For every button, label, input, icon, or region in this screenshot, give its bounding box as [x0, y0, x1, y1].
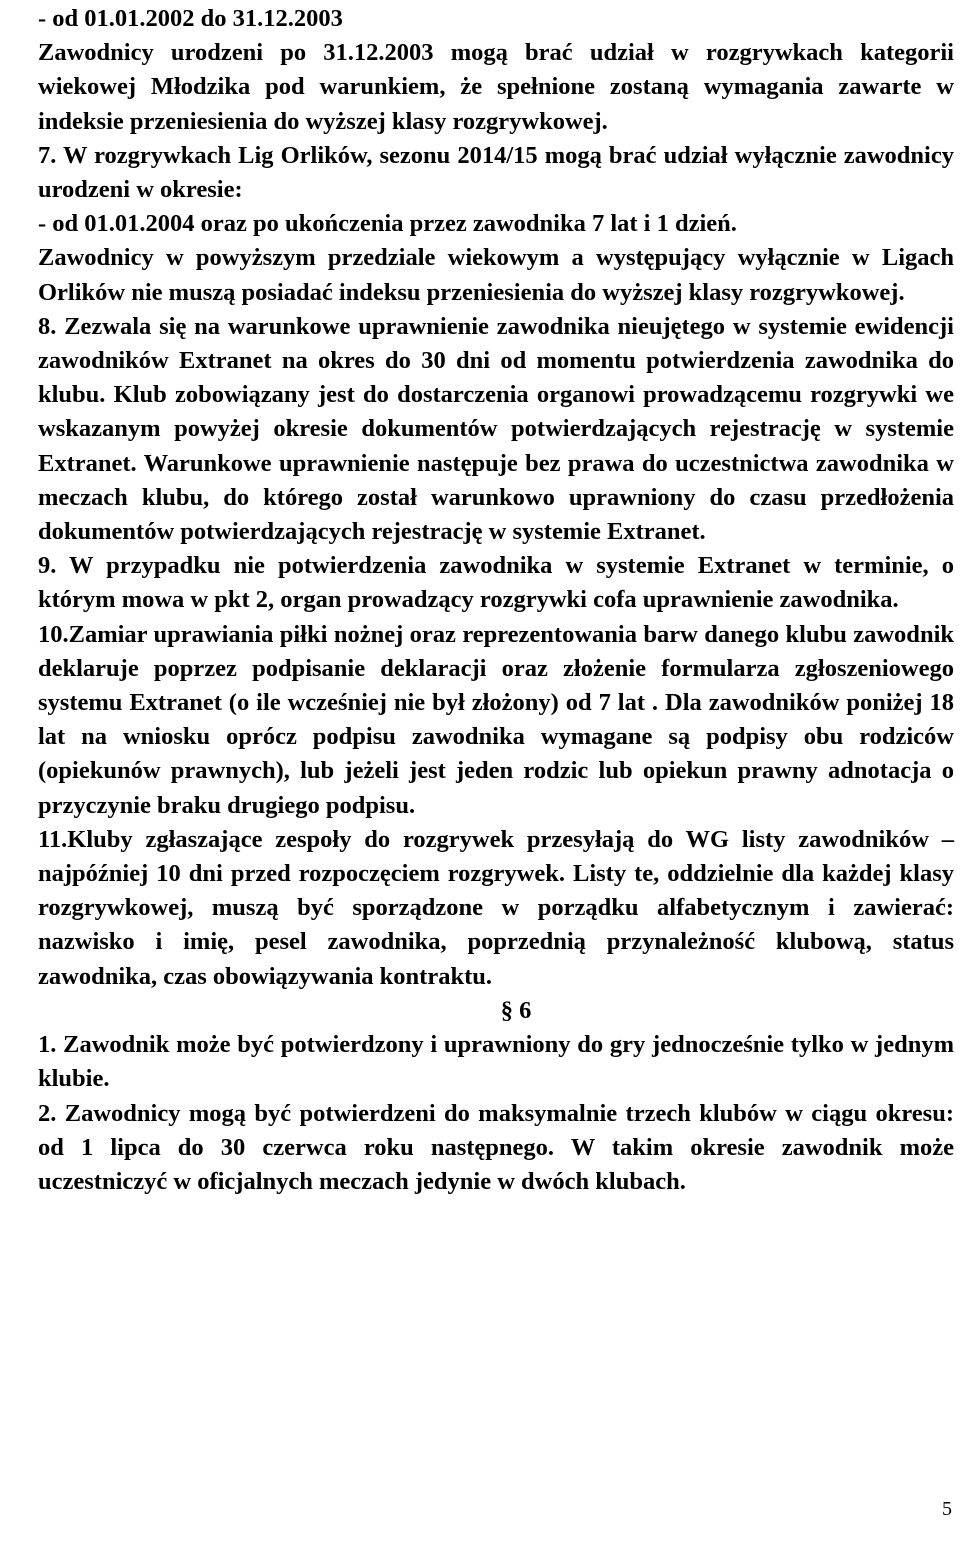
youth-paragraph: Zawodnicy urodzeni po 31.12.2003 mogą brać udział w rozgrywkach kategorii wiekowej Młodzika pod warunkiem, że spełnione zostaną wymagania zawarte w indeksie przeniesienia do wyższej klasy rozgrywkowej.	[38, 39, 954, 135]
document-body	[38, 2, 954, 1199]
list-item-text: Zawodnicy mogą być potwierdzeni do maksymalnie trzech klubów w ciągu okresu: od 1 lipca do 30 czerwca roku następnego. W takim okresie zawodnik może uczestniczyć w oficjalnych meczach jedynie w dwóch klubach.	[38, 1099, 954, 1195]
list-item-7	[38, 139, 954, 310]
section-item-1	[38, 1028, 954, 1096]
section-heading: § 6	[500, 996, 532, 1024]
page-number: 5	[942, 1498, 952, 1520]
list-item-8	[38, 310, 954, 549]
list-item-number: 2.	[38, 1099, 57, 1127]
list-item-number: 8.	[38, 312, 57, 340]
list-item-9	[38, 549, 954, 617]
list-item-10	[38, 618, 954, 823]
list-item-text: W rozgrywkach Lig Orlików, sezonu 2014/15 mogą brać udział wyłącznie zawodnicy urodzeni w okresie:	[38, 141, 954, 204]
list-item-text: Kluby zgłaszające zespoły do rozgrywek przesyłają do WG listy zawodników – najpóźniej 10 dni przed rozpoczęciem rozgrywek. Listy te, oddzielnie dla każdej klasy rozgrywkowej, muszą być sporządzone w porządku alfabetycznym i zawierać: nazwisko i imię, pesel zawodnika, poprzednią przynależność klubową, status zawodnika, czas obowiązywania kontraktu.	[38, 825, 954, 990]
list-item-continuation: Zawodnicy w powyższym przedziale wiekowym a występujący wyłącznie w Ligach Orlików nie muszą posiadać indeksu przeniesienia do wyższej klasy rozgrywkowej.	[38, 244, 954, 306]
list-item-number: 11.	[38, 825, 68, 853]
list-item-text: Zezwala się na warunkowe uprawnienie zawodnika nieujętego w systemie ewidencji zawodników Extranet na okres do 30 dni od momentu potwierdzenia zawodnika do klubu. Klub zobowiązany jest do dostarczenia organowi prowadzącemu rozgrywki we wskazanym powyżej okresie dokumentów potwierdzających rejestrację w systemie Extranet. Warunkowe uprawnienie następuje bez prawa do uczestnictwa zawodnika w meczach klubu, do którego został warunkowo uprawniony do czasu przedłożenia dokumentów potwierdzających rejestrację w systemie Extranet.	[38, 312, 954, 546]
list-item-number: 10.	[38, 620, 69, 648]
list-item-text: Zamiar uprawiania piłki nożnej oraz reprezentowania barw danego klubu zawodnik deklaruje poprzez podpisanie deklaracji oraz złożenie formularza zgłoszeniowego systemu Extranet (o ile wcześniej nie był złożony) od 7 lat . Dla zawodników poniżej 18 lat na wniosku oprócz podpisu zawodnika wymagane są podpisy obu rodziców (opiekunów prawnych), lub jeżeli jest jeden rodzic lub opiekun prawny adnotacja o przyczynie braku drugiego podpisu.	[38, 620, 954, 819]
list-item-subline: - od 01.01.2004 oraz po ukończenia przez zawodnika 7 lat i 1 dzień.	[38, 210, 737, 238]
date-range-line: - od 01.01.2002 do 31.12.2003	[38, 5, 343, 32]
list-item-11	[38, 823, 954, 994]
list-item-text: Zawodnik może być potwierdzony i uprawniony do gry jednocześnie tylko w jednym klubie.	[38, 1031, 954, 1093]
list-item-number: 1.	[38, 1031, 57, 1059]
list-item-text: W przypadku nie potwierdzenia zawodnika w systemie Extranet w terminie, o którym mowa w pkt 2, organ prowadzący rozgrywki cofa uprawnienie zawodnika.	[38, 552, 955, 614]
list-item-number: 7.	[38, 141, 57, 169]
section-item-2	[38, 1097, 954, 1200]
list-item-number: 9.	[38, 552, 57, 580]
